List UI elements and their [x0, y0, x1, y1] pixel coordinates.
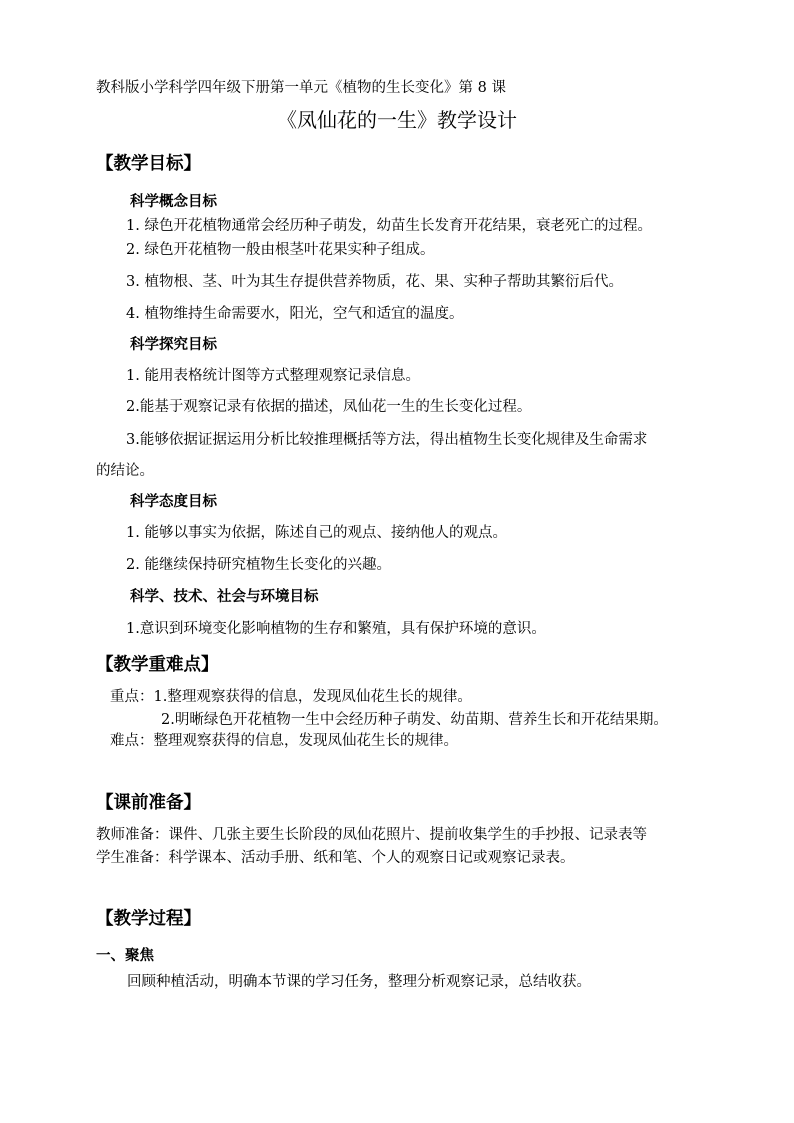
difficulty-line: 难点：整理观察获得的信息，发现凤仙花生长的规律。	[110, 733, 458, 749]
concept-item-1: 1. 绿色开花植物通常会经历种子萌发，幼苗生长发育开花结果，衰老死亡的过程。	[126, 218, 652, 234]
stse-item-1: 1.意识到环境变化影响植物的生存和繁殖，具有保护环境的意识。	[126, 621, 546, 637]
document-title: 《凤仙花的一生》教学设计	[277, 108, 517, 132]
section-heading-prep: 【课前准备】	[96, 793, 201, 813]
process-step-1-text: 回顾种植活动，明确本节课的学习任务，整理分析观察记录，总结收获。	[127, 974, 591, 990]
process-step-1-title: 一、聚焦	[96, 947, 154, 964]
concept-item-2: 2. 绿色开花植物一般由根茎叶花果实种子组成。	[126, 242, 435, 258]
inquiry-item-2: 2.能基于观察记录有依据的描述，凤仙花一生的生长变化过程。	[126, 399, 532, 415]
inquiry-item-3-cont: 的结论。	[96, 463, 154, 479]
subheading-stse: 科学、技术、社会与环境目标	[130, 588, 319, 605]
concept-item-4: 4. 植物维持生命需要水，阳光，空气和适宜的温度。	[126, 306, 464, 322]
section-heading-goals: 【教学目标】	[96, 154, 201, 174]
prep-teacher: 教师准备：课件、几张主要生长阶段的凤仙花照片、提前收集学生的手抄报、记录表等	[96, 827, 647, 843]
attitude-item-2: 2. 能继续保持研究植物生长变化的兴趣。	[126, 557, 391, 573]
keypoint-line-2: 2.明晰绿色开花植物一生中会经历种子萌发、幼苗期、营养生长和开花结果期。	[161, 712, 668, 728]
section-heading-process: 【教学过程】	[96, 909, 201, 929]
inquiry-item-3: 3.能够依据证据运用分析比较推理概括等方法，得出植物生长变化规律及生命需求	[126, 432, 648, 448]
subheading-inquiry: 科学探究目标	[130, 336, 217, 353]
subheading-concept: 科学概念目标	[130, 193, 217, 210]
section-heading-keypoints: 【教学重难点】	[96, 655, 219, 675]
attitude-item-1: 1. 能够以事实为依据，陈述自己的观点、接纳他人的观点。	[126, 525, 507, 541]
keypoint-line-1: 重点：1.整理观察获得的信息，发现凤仙花生长的规律。	[110, 689, 472, 705]
prep-student: 学生准备：科学课本、活动手册、纸和笔、个人的观察日记或观察记录表。	[96, 850, 575, 866]
subheading-attitude: 科学态度目标	[130, 493, 217, 510]
inquiry-item-1: 1. 能用表格统计图等方式整理观察记录信息。	[126, 368, 420, 384]
concept-item-3: 3. 植物根、茎、叶为其生存提供营养物质，花、果、实种子帮助其繁衍后代。	[126, 274, 623, 290]
course-header: 教科版小学科学四年级下册第一单元《植物的生长变化》第 8 课	[96, 80, 506, 96]
